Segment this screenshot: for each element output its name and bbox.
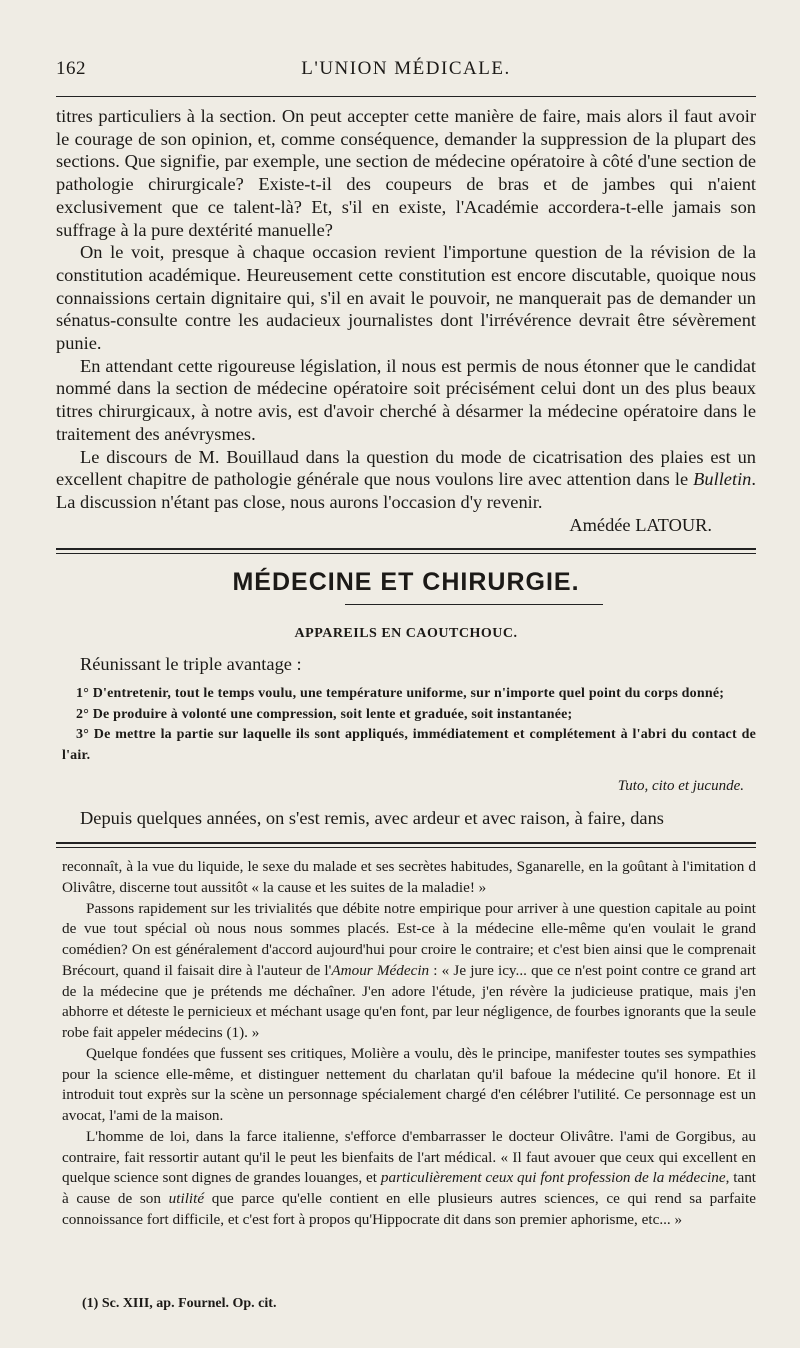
page-number: 162: [56, 58, 86, 79]
footnote: (1) Sc. XIII, ap. Fournel. Op. cit.: [82, 1296, 277, 1311]
paragraph: reconnaît, à la vue du liquide, le sexe du malade et ses secrètes habitudes, Sganarelle, en la goûtant à l'imitation d Olivâtre, discerne tout aussitôt « la cause et les suites de la maladie! »: [62, 858, 756, 896]
paragraph: Le discours de M. Bouillaud dans la question du mode de cicatrisation des plaies est un excellent chapitre de pathologie générale que nous voulons lire avec attention dans le Bulletin. La discussion n'étant pas close, nous aurons l'occasion d'y revenir.: [56, 446, 756, 512]
header-rule: [56, 96, 756, 97]
section-double-rule: [56, 548, 756, 554]
paragraph: titres particuliers à la section. On peut accepter cette manière de faire, mais alors il faut avoir le courage de son opinion, et, comme conséquence, demander la suppression de la plupart des sections. Que signifie, par exemple, une section de médecine opératoire à côté d'une section de pathologie chirurgicale? Existe-t-il des coupeurs de bras et de jambes qui n'aient exclusivement que ce talent-là? Et, s'il en existe, l'Académie accordera-t-elle jamais son suffrage à la pure dextérité manuelle?: [56, 106, 756, 240]
paragraph: En attendant cette rigoureuse législation, il nous est permis de nous étonner que le candidat nommé dans la section de médecine opératoire soit précisément celui dont un des plus beaux titres chirurgicaux, à notre avis, est d'avoir cherché à désarmer la médecine opératoire dans le traitement des anévrysmes.: [56, 355, 756, 444]
play-title: Amour Médecin: [331, 961, 430, 979]
list-item: 1° D'entretenir, tout le temps voulu, une température uniforme, sur n'importe quel point du corps donné;: [76, 686, 725, 701]
feuilleton-body: [62, 857, 756, 1231]
paragraph: Quelque fondées que fussent ses critiques, Molière a voulu, dès le principe, manifester toutes ses sympathies pour la science elle-même, et distinguer nettement du charlatan qu'il bafoue la médecine qu'il honore. Et il introduit tout exprès sur la scène un personnage spécialement chargé d'en célébrer l'utilité. Ce personnage est un avocat, l'ami de la maison.: [62, 1044, 756, 1124]
feuilleton-double-rule: [56, 842, 756, 848]
author-signature: Amédée LATOUR.: [569, 514, 712, 535]
list-item: 3° De mettre la partie sur laquelle ils sont appliqués, immédiatement et complétement à l'abri du contact de l'air.: [62, 727, 756, 763]
advert-motto: Tuto, cito et jucunde.: [617, 778, 744, 794]
paragraph: On le voit, presque à chaque occasion revient l'importune question de la révision de la constitution académique. Heureusement cette constitution est encore discutable, quoique nous connaissions certain dignitaire qui, s'il en avait le pouvoir, ne manquerait pas de demander un sénatus-consulte contre les audacieux journalistes dont l'irrévérence devrait être sévèrement punie.: [56, 242, 756, 354]
article-body: [56, 105, 756, 536]
paragraph: Passons rapidement sur les trivialités que débite notre empirique pour arriver à une question capitale au point de vue tout spécial où nous nous sommes placés. Est-ce à la médecine elle-même qu'en voulait le grand comédien? On est généralement d'accord aujourd'hui pour croire le contraire; et c'est bien ainsi que le comprenait Brécourt, quand il faisait dire à l'auteur de l'Amour Médecin : « Je jure icy... que ce n'est point contre ce grand art de la médecine que je prétends me déchaîner. J'en adore l'étude, j'en révère la judicieuse pratique, mais j'en abhorre et déteste le pernicieux et méchant usage qu'en font, par leur négligence, de fourbes ignorants que la seule robe fait appeler médecins (1). »: [62, 899, 756, 1041]
section-title: MÉDECINE ET CHIRURGIE.: [232, 568, 580, 596]
paragraph: L'homme de loi, dans la farce italienne, s'efforce d'embarrasser le docteur Olivâtre. l'ami de Gorgibus, au contraire, fait ressortir autant qu'il le peut les bienfaits de l'art médical. « Il faut avouer que ceux qui excellent en quelque science sont dignes de grandes louanges, et particulièrement ceux qui font profession de la médecine, tant à cause de son utilité que parce qu'elle contient en elle plusieurs autres sciences, ce qui rend sa parfaite connoissance fort difficile, et c'est fort à propos qu'Hippocrate dit dans son premier aphorisme, etc... »: [62, 1127, 757, 1228]
section-title-rule: [345, 604, 603, 605]
list-item: 2° De produire à volonté une compression, soit lente et graduée, soit instantanée;: [76, 706, 573, 722]
journal-title: Bulletin: [693, 469, 752, 490]
advert-heading: APPAREILS EN CAOUTCHOUC.: [294, 626, 518, 641]
running-title: L'UNION MÉDICALE.: [301, 58, 511, 79]
advert-list: [62, 684, 756, 766]
page-header: [56, 58, 756, 88]
continuation-line: Depuis quelques années, on s'est remis, avec ardeur et avec raison, à faire, dans: [80, 808, 664, 828]
advert-intro: Réunissant le triple avantage :: [80, 654, 302, 674]
